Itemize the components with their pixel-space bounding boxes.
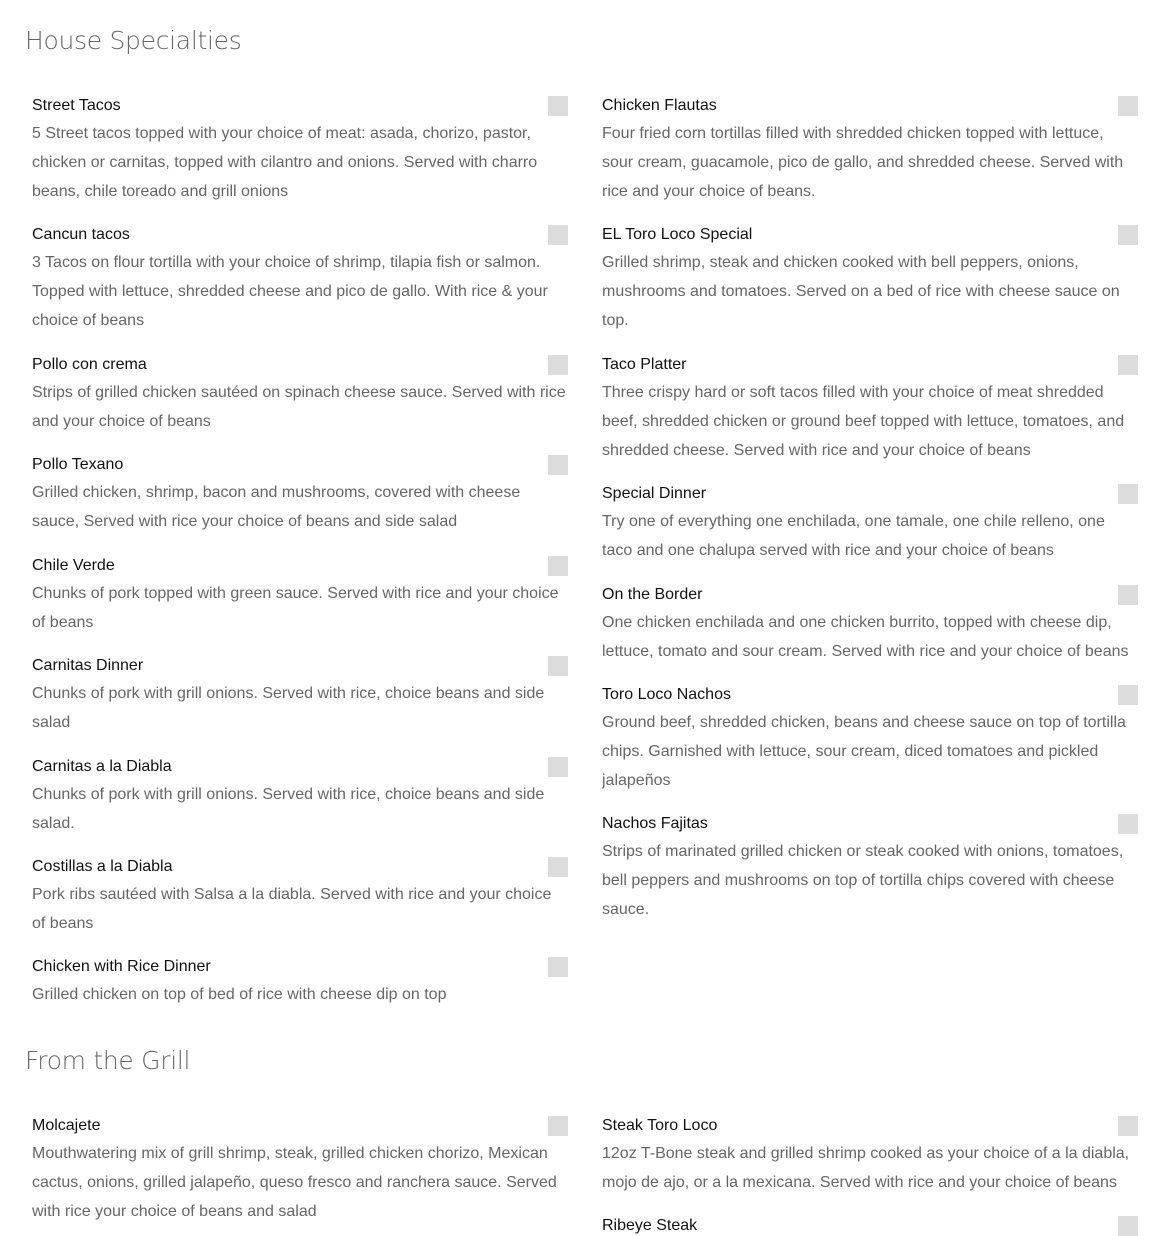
menu-item-description: Four fried corn tortillas filled with shredded chicken topped with lettuce, sour cream, guacamole, pico de gallo, and shredded cheese. Served with rice and your choice of beans.: [602, 125, 1124, 200]
section-title-from-the-grill: From the Grill: [25, 1046, 191, 1075]
menu-item-nachos-fajitas[interactable]: [602, 815, 1138, 924]
menu-item-name: Cancun tacos: [32, 226, 130, 243]
menu-item-thumbnail[interactable]: [548, 556, 568, 576]
menu-item-name: Street Tacos: [32, 97, 121, 114]
menu-item-thumbnail[interactable]: [548, 1116, 568, 1136]
menu-item-name: Pollo con crema: [32, 356, 147, 373]
menu-item-description: Three crispy hard or soft tacos filled with your choice of meat shredded beef, shredded chicken or ground beef topped with lettuce, tomatoes, and shredded cheese. Served with rice and your choice of beans: [602, 384, 1125, 459]
menu-item-description: One chicken enchilada and one chicken burrito, topped with cheese dip, lettuce, tomato and sour cream. Served with rice and your choice of beans: [602, 614, 1129, 660]
menu-item-description: Ground beef, shredded chicken, beans and cheese sauce on top of tortilla chips. Garnished with lettuce, sour cream, diced tomatoes and pickled jalapeños: [602, 714, 1126, 789]
menu-item-thumbnail[interactable]: [548, 455, 568, 475]
menu-item-name: Pollo Texano: [32, 456, 124, 473]
menu-item-thumbnail[interactable]: [548, 656, 568, 676]
menu-item-steak-toro-loco[interactable]: [602, 1117, 1138, 1198]
menu-item-description: Grilled chicken, shrimp, bacon and mushrooms, covered with cheese sauce, Served with rice your choice of beans and side salad: [32, 484, 521, 530]
menu-item-name: Molcajete: [32, 1117, 101, 1134]
menu-item-chile-verde[interactable]: [32, 557, 568, 638]
menu-item-carnitas-a-la-diabla[interactable]: [32, 758, 568, 839]
menu-item-thumbnail[interactable]: [1118, 1216, 1138, 1236]
menu-item-description: Chunks of pork topped with green sauce. Served with rice and your choice of beans: [32, 585, 559, 631]
menu-item-pollo-con-crema[interactable]: [32, 356, 568, 437]
menu-item-name: Special Dinner: [602, 485, 707, 502]
menu-item-thumbnail[interactable]: [1118, 225, 1138, 245]
menu-item-thumbnail[interactable]: [1118, 96, 1138, 116]
section-title-house-specialties: House Specialties: [25, 26, 242, 55]
menu-item-molcajete[interactable]: [32, 1117, 568, 1226]
menu-item-el-toro-loco-special[interactable]: [602, 226, 1138, 335]
menu-item-thumbnail[interactable]: [548, 957, 568, 977]
menu-item-thumbnail[interactable]: [548, 225, 568, 245]
menu-item-name: Toro Loco Nachos: [602, 686, 731, 703]
menu-item-carnitas-dinner[interactable]: [32, 657, 568, 738]
menu-item-street-tacos[interactable]: [32, 97, 568, 206]
menu-item-thumbnail[interactable]: [1118, 484, 1138, 504]
menu-item-description: 3 Tacos on flour tortilla with your choice of shrimp, tilapia fish or salmon. Topped with lettuce, shredded cheese and pico de gallo. With rice & your choice of beans: [32, 254, 548, 329]
menu-item-pollo-texano[interactable]: [32, 456, 568, 537]
menu-item-name: Steak Toro Loco: [602, 1117, 718, 1134]
menu-item-name: Ribeye Steak: [602, 1217, 698, 1234]
menu-item-description: Strips of marinated grilled chicken or steak cooked with onions, tomatoes, bell peppers and mushrooms on top of tortilla chips covered with cheese sauce.: [602, 843, 1124, 918]
menu-item-name: Chicken with Rice Dinner: [32, 958, 211, 975]
menu-item-name: Chicken Flautas: [602, 97, 717, 114]
menu-item-thumbnail[interactable]: [548, 96, 568, 116]
menu-item-thumbnail[interactable]: [548, 857, 568, 877]
menu-item-description: Mouthwatering mix of grill shrimp, steak, grilled chicken chorizo, Mexican cactus, onions, grilled jalapeño, queso fresco and ranchera sauce. Served with rice your choice of beans and salad: [32, 1145, 557, 1220]
menu-item-thumbnail[interactable]: [1118, 355, 1138, 375]
menu-item-thumbnail[interactable]: [1118, 685, 1138, 705]
menu-item-name: Nachos Fajitas: [602, 815, 708, 832]
menu-item-name: Chile Verde: [32, 557, 115, 574]
menu-item-chicken-flautas[interactable]: [602, 97, 1138, 206]
menu-item-description: Grilled shrimp, steak and chicken cooked with bell peppers, onions, mushrooms and tomatoes. Served on a bed of rice with cheese sauce on top.: [602, 254, 1120, 329]
menu-item-description: Try one of everything one enchilada, one tamale, one chile relleno, one taco and one chalupa served with rice and your choice of beans: [602, 513, 1105, 559]
menu-item-description: Grilled chicken on top of bed of rice with cheese dip on top: [32, 986, 447, 1003]
menu-item-name: Taco Platter: [602, 356, 687, 373]
menu-item-thumbnail[interactable]: [548, 355, 568, 375]
menu-item-name: On the Border: [602, 586, 703, 603]
menu-item-chicken-with-rice-dinner[interactable]: [32, 958, 568, 1010]
menu-item-special-dinner[interactable]: [602, 485, 1138, 566]
menu-item-description: Strips of grilled chicken sautéed on spinach cheese sauce. Served with rice and your choice of beans: [32, 384, 566, 430]
menu-item-thumbnail[interactable]: [548, 757, 568, 777]
menu-item-toro-loco-nachos[interactable]: [602, 686, 1138, 795]
menu-item-description: Pork ribs sautéed with Salsa a la diabla. Served with rice and your choice of beans: [32, 886, 552, 932]
menu-item-description: Chunks of pork with grill onions. Served with rice, choice beans and side salad: [32, 685, 545, 731]
menu-item-description: Chunks of pork with grill onions. Served with rice, choice beans and side salad.: [32, 786, 545, 832]
menu-item-costillas-a-la-diabla[interactable]: [32, 858, 568, 939]
menu-item-name: Carnitas Dinner: [32, 657, 144, 674]
menu-item-description: 12oz T-Bone steak and grilled shrimp cooked as your choice of a la diabla, mojo de ajo, or a la mexicana. Served with rice and your choice of beans: [602, 1145, 1130, 1191]
menu-item-ribeye-steak[interactable]: [602, 1217, 1138, 1236]
menu-item-thumbnail[interactable]: [1118, 1116, 1138, 1136]
menu-item-cancun-tacos[interactable]: [32, 226, 568, 335]
menu-item-name: Carnitas a la Diabla: [32, 758, 172, 775]
menu-item-name: Costillas a la Diabla: [32, 858, 173, 875]
menu-item-on-the-border[interactable]: [602, 586, 1138, 667]
menu-item-description: 5 Street tacos topped with your choice of meat: asada, chorizo, pastor, chicken or carnitas, topped with cilantro and onions. Served with charro beans, chile toreado and grill onions: [32, 125, 538, 200]
menu-item-thumbnail[interactable]: [1118, 585, 1138, 605]
menu-item-taco-platter[interactable]: [602, 356, 1138, 465]
menu-item-name: EL Toro Loco Special: [602, 226, 753, 243]
menu-item-thumbnail[interactable]: [1118, 814, 1138, 834]
